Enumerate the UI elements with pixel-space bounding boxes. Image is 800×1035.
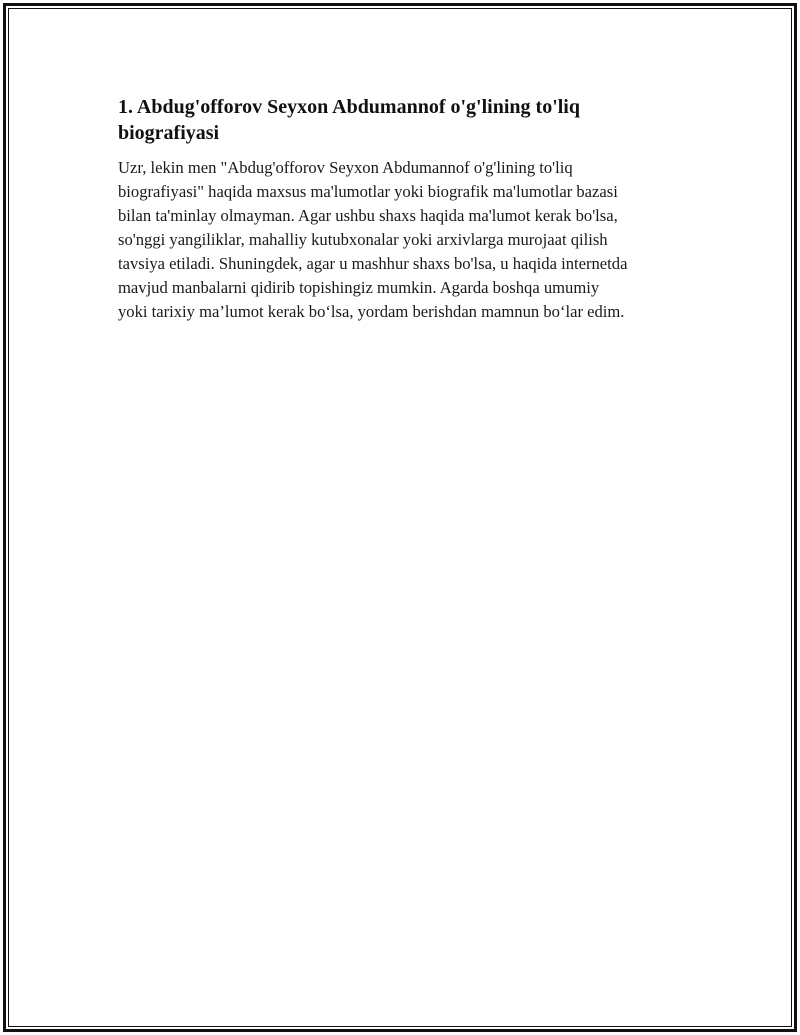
document-content [118, 94, 693, 324]
section-heading: 1. Abdug'offorov Seyxon Abdumannof o'g'lining to'liq biografiyasi [118, 96, 580, 144]
body-paragraph: Uzr, lekin men "Abdug'offorov Seyxon Abdumannof o'g'lining to'liq biografiyasi" haqida maxsus ma'lumotlar yoki biografik ma'lumotlar bazasi bilan ta'minlay olmayman. Agar ushbu shaxs haqida ma'lumot kerak bo'lsa, so'nggi yangiliklar, mahalliy kutubxonalar yoki arxivlarga murojaat qilish tavsiya etiladi. Shuningdek, agar u mashhur shaxs bo'lsa, u haqida internetda mavjud manbalarni qidirib topishingiz mumkin. Agarda boshqa umumiy yoki tarixiy ma’lumot kerak bo‘lsa, yordam berishdan mamnun bo‘lar edim. [118, 158, 628, 321]
